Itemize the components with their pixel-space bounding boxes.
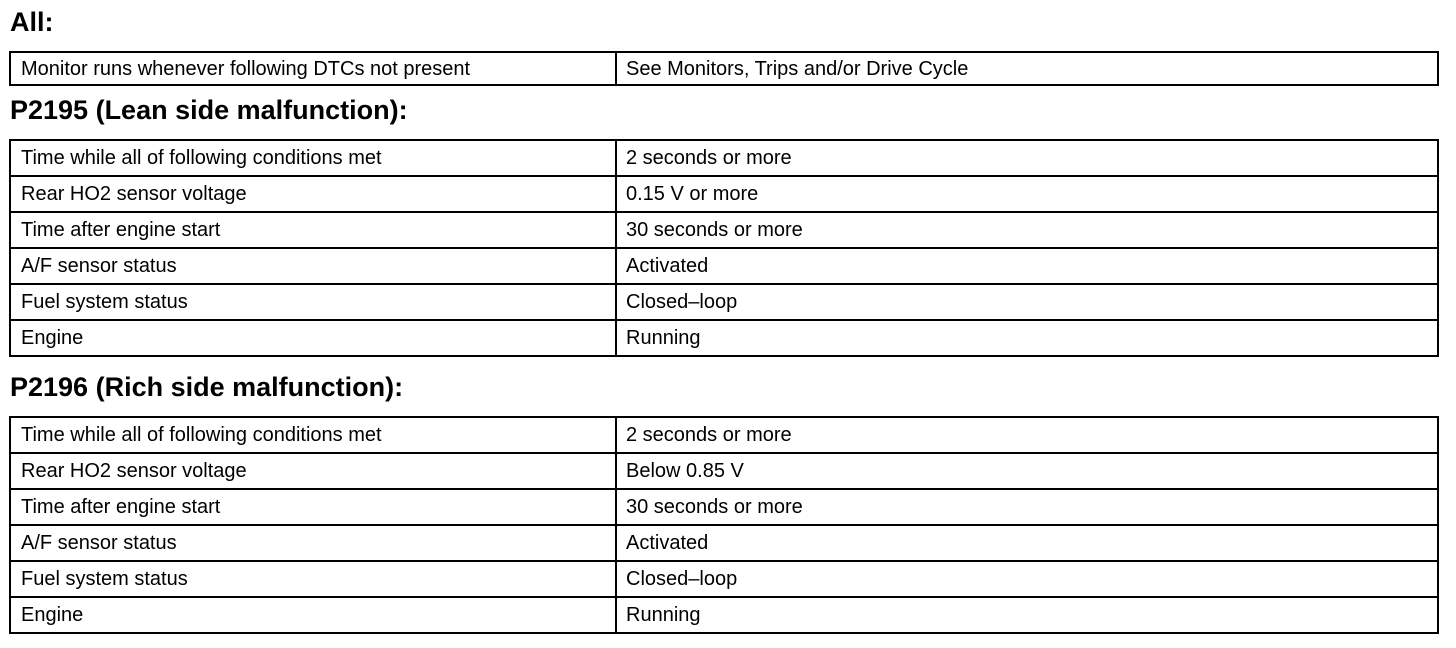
condition-cell: Rear HO2 sensor voltage	[10, 453, 616, 489]
table-row	[10, 597, 1438, 633]
value-cell: Activated	[616, 248, 1438, 284]
section-heading-p2195: P2195 (Lean side malfunction):	[10, 95, 408, 125]
table-row	[10, 525, 1438, 561]
value-cell: Below 0.85 V	[616, 453, 1438, 489]
table-row	[10, 320, 1438, 356]
value-cell: 30 seconds or more	[616, 489, 1438, 525]
condition-cell: Time after engine start	[10, 212, 616, 248]
table-row	[10, 176, 1438, 212]
value-cell: 2 seconds or more	[616, 140, 1438, 176]
condition-cell: Time while all of following conditions met	[10, 417, 616, 453]
table-row	[10, 284, 1438, 320]
table-row	[10, 52, 1438, 85]
table-row	[10, 489, 1438, 525]
condition-cell: Monitor runs whenever following DTCs not present	[10, 52, 616, 85]
section-heading-p2196: P2196 (Rich side malfunction):	[10, 372, 404, 402]
conditions-table-p2195	[9, 139, 1439, 357]
table-row	[10, 140, 1438, 176]
value-cell: 2 seconds or more	[616, 417, 1438, 453]
value-cell: Closed–loop	[616, 284, 1438, 320]
value-cell: Closed–loop	[616, 561, 1438, 597]
condition-cell: Engine	[10, 320, 616, 356]
value-cell: Running	[616, 597, 1438, 633]
table-row	[10, 453, 1438, 489]
conditions-table-all	[9, 51, 1439, 86]
condition-cell: Time while all of following conditions met	[10, 140, 616, 176]
condition-cell: A/F sensor status	[10, 248, 616, 284]
condition-cell: Rear HO2 sensor voltage	[10, 176, 616, 212]
table-row	[10, 248, 1438, 284]
condition-cell: Time after engine start	[10, 489, 616, 525]
value-cell: 0.15 V or more	[616, 176, 1438, 212]
condition-cell: Fuel system status	[10, 284, 616, 320]
condition-cell: Engine	[10, 597, 616, 633]
condition-cell: Fuel system status	[10, 561, 616, 597]
table-row	[10, 417, 1438, 453]
value-cell: Activated	[616, 525, 1438, 561]
section-heading-all: All:	[10, 7, 54, 37]
conditions-table-p2196	[9, 416, 1439, 634]
value-cell: See Monitors, Trips and/or Drive Cycle	[616, 52, 1438, 85]
condition-cell: A/F sensor status	[10, 525, 616, 561]
table-row	[10, 212, 1438, 248]
value-cell: 30 seconds or more	[616, 212, 1438, 248]
value-cell: Running	[616, 320, 1438, 356]
table-row	[10, 561, 1438, 597]
